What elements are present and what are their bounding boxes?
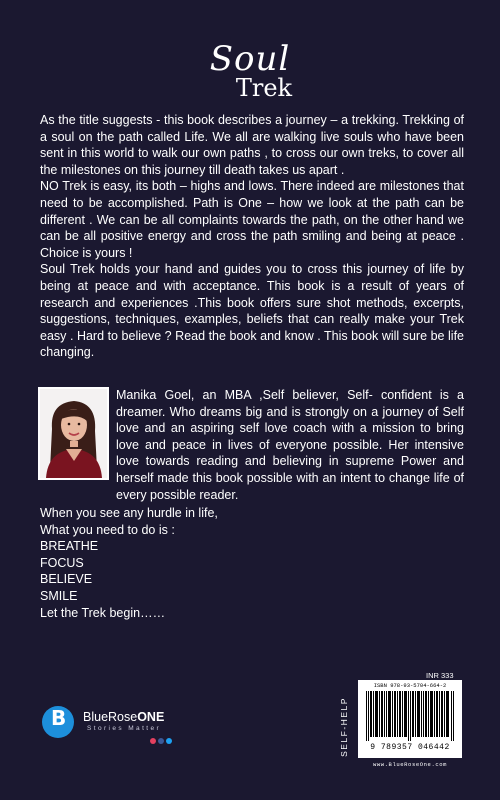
barcode-bars (366, 691, 454, 741)
closing-line: What you need to do is : (40, 522, 175, 537)
blurb-paragraph: Soul Trek holds your hand and guides you to cross this journey of life by being at peace and with acceptance. This book is a result of years of research and experiences .This book offers sure shot methods, excerpts, suggestions, techniques, examples, beliefs that can really make your Trek easy . Hard to believe ? Read the book and know . This book will sure be life changing. (40, 262, 464, 360)
closing-line: SMILE (40, 588, 78, 603)
blurb-paragraph: NO Trek is easy, its both – highs and lows. There indeed are milestones that need to be accomplished. Path is One – how we look at the path can be different . We can be all complaints towards the path, on the other hand we can be all positive energy and cross the path smiling and being at peace . Choice is yours ! (40, 179, 464, 260)
isbn-barcode (358, 680, 462, 758)
publisher-name: BlueRoseONE (83, 710, 165, 724)
category-text: SELF-HELP (339, 697, 349, 757)
closing-lines (40, 505, 340, 621)
publisher-website: www.BlueRoseOne.com (372, 761, 448, 768)
book-title (180, 40, 320, 106)
social-icons (150, 731, 174, 749)
title-soul: Soul (209, 39, 291, 79)
author-bio-text: Manika Goel, an MBA ,Self believer, Self- confident is a dreamer. Who dreams big and is strongly on a journey of Self love and an aspiring self love coach with a mission to bring love and peace in lives of everyone possible. Her intensive love towards reading and believing in supreme Power and herself made this book possible with an intent to change life of every possible reader. (116, 388, 464, 502)
isbn-text: ISBN 978-93-5704-664-2 (373, 682, 447, 689)
blurb-paragraph: As the title suggests - this book describes a journey – a trekking. Trekking of a soul on the path called Life. We all are walking live souls who have been sent in this world to walk our own paths , to cross our own treks, to cover all the milestones on this journey till death takes us apart . (40, 113, 464, 177)
author-photo (38, 387, 109, 480)
closing-line: Let the Trek begin…… (40, 605, 166, 620)
twitter-icon (166, 738, 172, 744)
book-blurb (40, 112, 464, 361)
publisher-tagline: Stories Matter (87, 725, 162, 732)
closing-line: BREATHE (40, 539, 99, 554)
isbn-digits: 9 789357 046442 (370, 743, 450, 752)
facebook-icon (158, 738, 164, 744)
title-trek: Trek (235, 74, 293, 102)
publisher-logo (40, 700, 190, 746)
price-label: INR 333 (426, 671, 454, 680)
closing-line: FOCUS (40, 555, 84, 570)
closing-line: When you see any hurdle in life, (40, 506, 218, 520)
logo-letter: B (51, 706, 67, 730)
category-label (336, 690, 350, 768)
instagram-icon (150, 738, 156, 744)
closing-line: BELIEVE (40, 572, 93, 587)
